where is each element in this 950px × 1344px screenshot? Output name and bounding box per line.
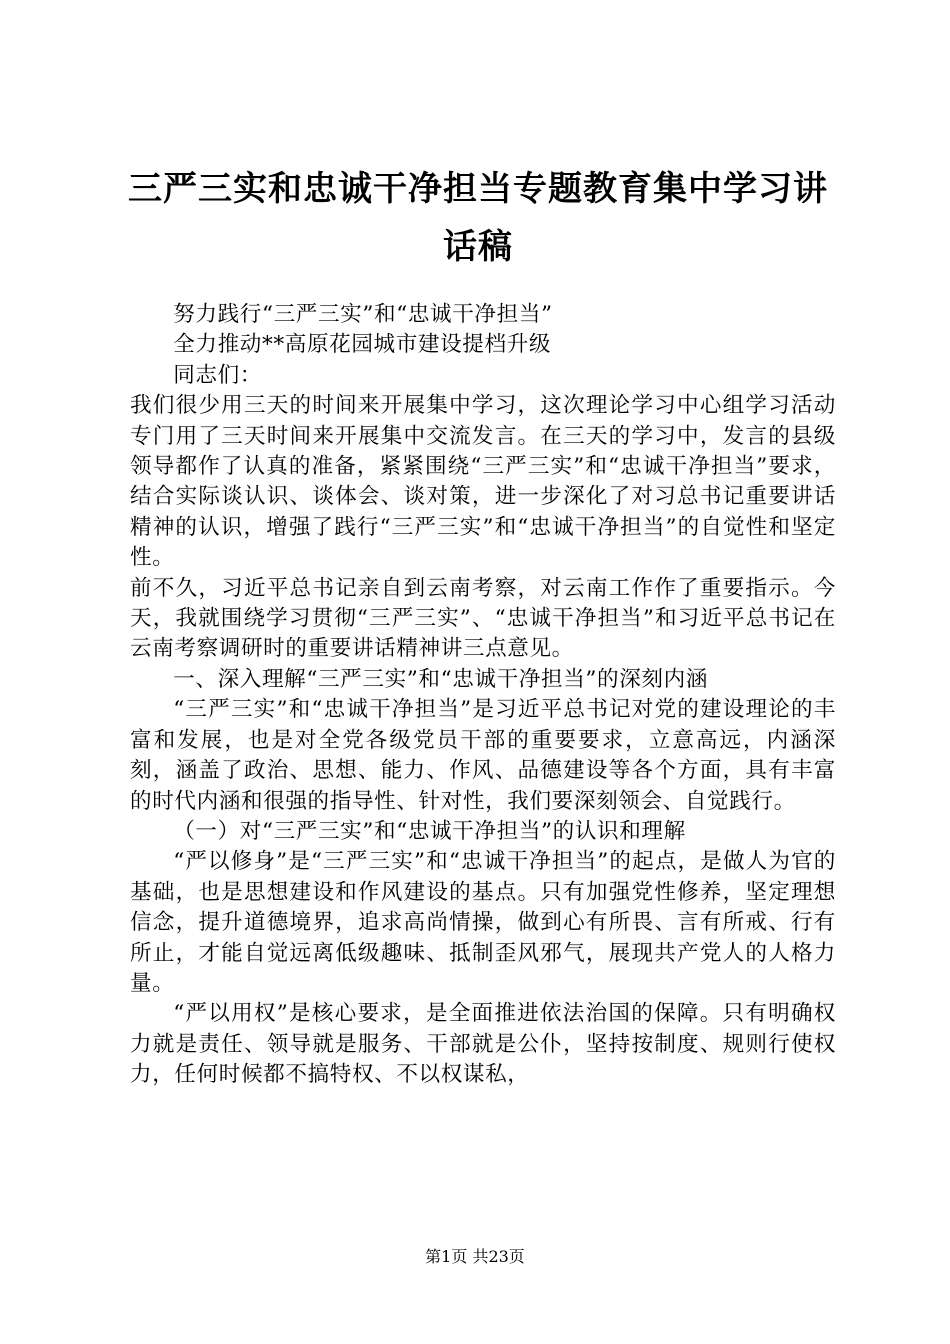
document-body: [130, 300, 836, 1091]
body-paragraph: 前不久，习近平总书记亲自到云南考察，对云南工作作了重要指示。今天，我就围绕学习贯彻“三严三实”、“忠诚干净担当”和习近平总书记在云南考察调研时的重要讲话精神讲三点意见。: [130, 575, 836, 662]
body-paragraph: 我们很少用三天的时间来开展集中学习，这次理论学习中心组学习活动专门用了三天时间来开展集中交流发言。在三天的学习中，发言的县级领导都作了认真的准备，紧紧围绕“三严三实”和“忠诚干净担当”要求，结合实际谈认识、谈体会、谈对策，进一步深化了对习总书记重要讲话精神的认识，增强了践行“三严三实”和“忠诚干净担当”的自觉性和坚定性。: [130, 393, 836, 571]
body-paragraph: “三严三实”和“忠诚干净担当”是习近平总书记对党的建设理论的丰富和发展，也是对全党各级党员干部的重要要求，立意高远，内涵深刻，涵盖了政治、思想、能力、作风、品德建设等各个方面，具有丰富的时代内涵和很强的指导性、针对性，我们要深刻领会、自觉践行。: [130, 697, 836, 814]
section-heading: 一、深入理解“三严三实”和“忠诚干净担当”的深刻内涵: [173, 666, 709, 692]
page-footer: 第1页 共23页: [425, 1247, 525, 1266]
subtitle-line-1: 努力践行“三严三实”和“忠诚干净担当”: [173, 302, 553, 327]
subtitle-line-2: 全力推动**高原花园城市建设提档升级: [173, 332, 552, 358]
subsection-heading: （一）对“三严三实”和“忠诚干净担当”的认识和理解: [173, 818, 686, 844]
document-title: 三严三实和忠诚干净担当专题教育集中学习讲话稿: [128, 169, 828, 267]
body-paragraph: “严以用权”是核心要求，是全面推进依法治国的保障。只有明确权力就是责任、领导就是服务、干部就是公仆，坚持按制度、规则行使权力，任何时候都不搞特权、不以权谋私，: [130, 1001, 836, 1088]
body-paragraph: “严以修身”是“三严三实”和“忠诚干净担当”的起点，是做人为官的基础，也是思想建设和作风建设的基点。只有加强党性修养，坚定理想信念，提升道德境界，追求高尚情操，做到心有所畏、言有所戒、行有所止，才能自觉远离低级趣味、抵制歪风邪气，展现共产党人的人格力量。: [130, 849, 836, 996]
salutation: 同志们：: [173, 362, 262, 388]
